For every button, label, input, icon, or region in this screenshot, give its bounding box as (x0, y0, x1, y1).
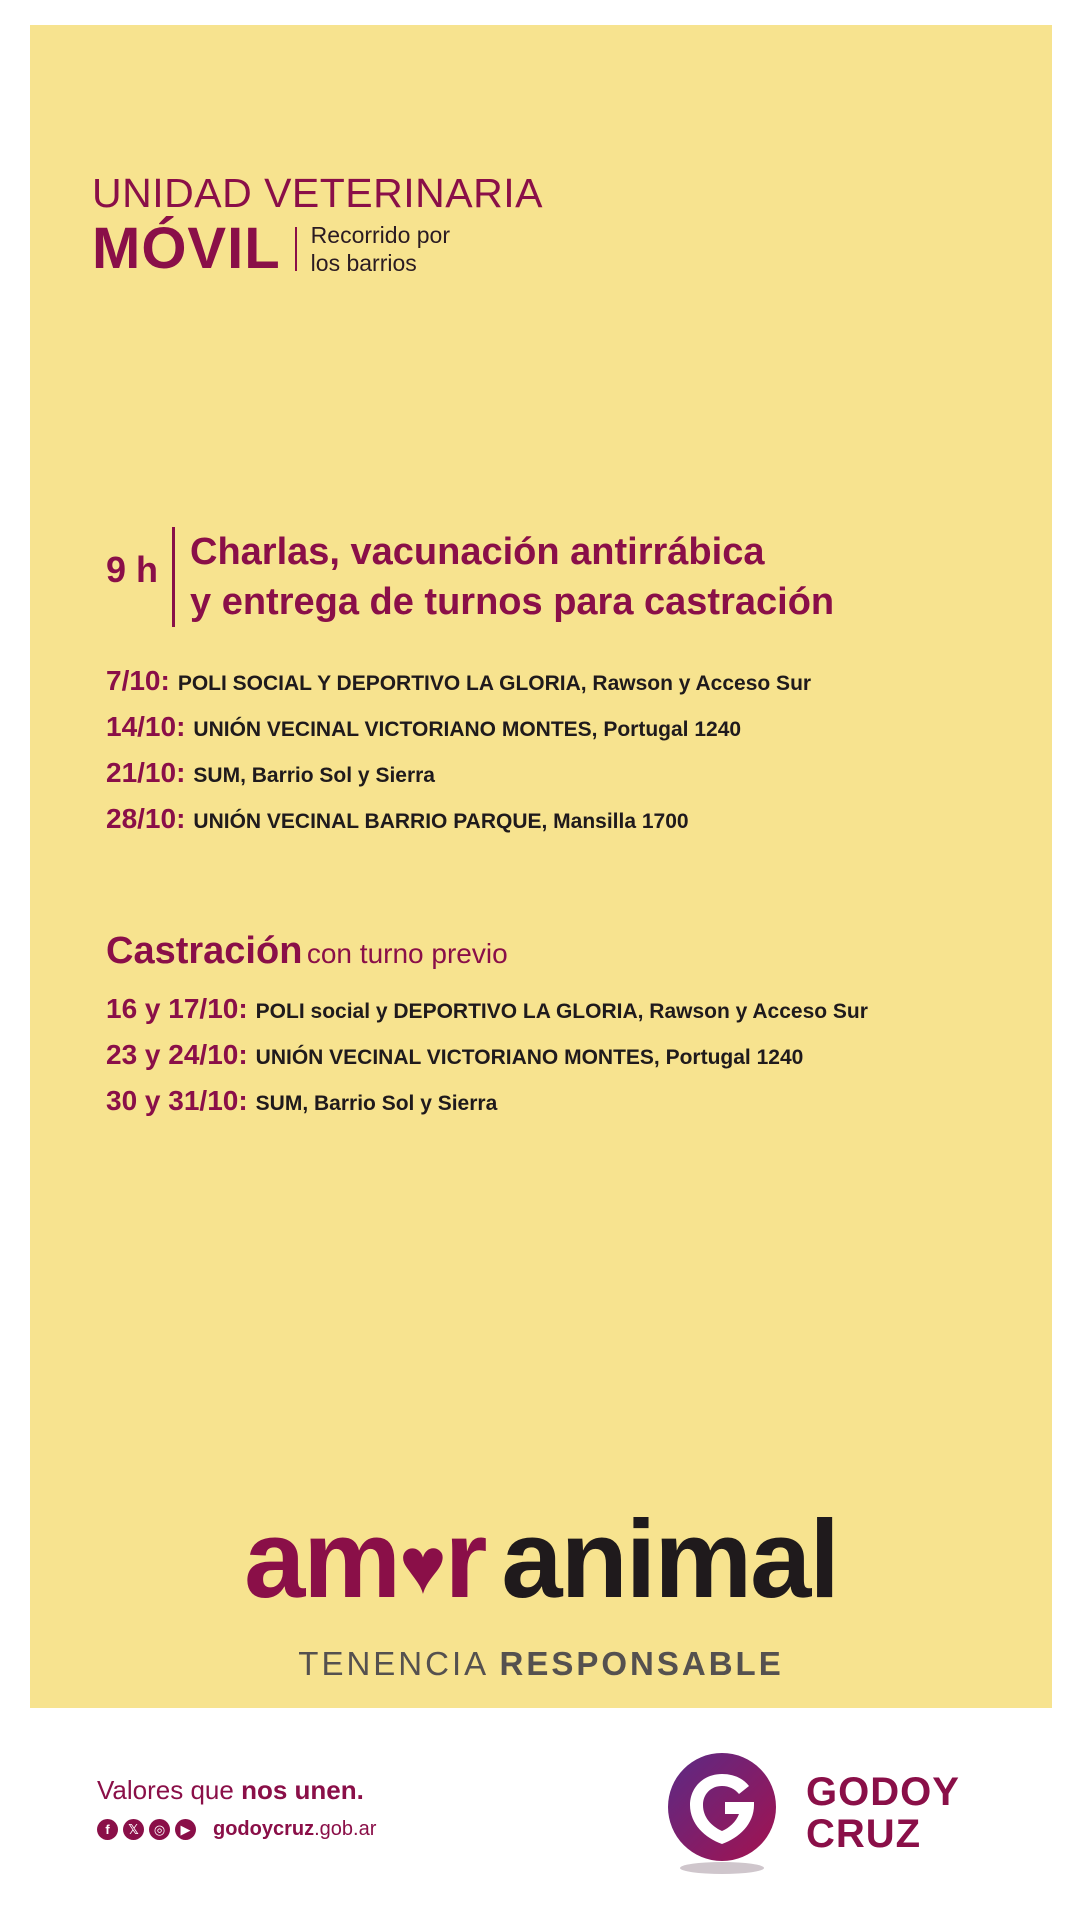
castration-title: Castración (106, 930, 303, 972)
item-date: 16 y 17/10: (106, 993, 248, 1024)
site-a: godoycruz (213, 1818, 315, 1840)
talks-divider (172, 527, 175, 627)
item-place: UNIÓN VECINAL VICTORIANO MONTES, Portugal 1240 (255, 1046, 804, 1069)
brand-tagline (30, 1645, 1052, 1683)
item-place: POLI SOCIAL Y DEPORTIVO LA GLORIA, Rawson y Acceso Sur (177, 672, 812, 695)
header-divider (295, 227, 297, 271)
talks-heading (106, 527, 834, 627)
site-b: .gob.ar (314, 1818, 377, 1840)
list-item (106, 1039, 868, 1085)
org-line1: GODOY (806, 1769, 960, 1814)
list-item (106, 757, 811, 803)
castration-heading (106, 930, 508, 973)
item-place: UNIÓN VECINAL BARRIO PARQUE, Mansilla 1700 (193, 810, 689, 833)
brand-amor-b: r (444, 1498, 486, 1621)
poster-background (30, 25, 1052, 1708)
values-slogan (97, 1775, 376, 1806)
list-item (106, 665, 811, 711)
castration-subtitle: con turno previo (306, 938, 508, 969)
talks-list (106, 665, 811, 849)
talks-hour: 9 h (106, 549, 159, 590)
header-subtitle (311, 221, 450, 277)
item-date: 23 y 24/10: (106, 1039, 248, 1070)
header-subtitle-1: Recorrido por (310, 222, 451, 248)
item-date: 21/10: (106, 757, 186, 788)
header-subtitle-2: los barrios (310, 250, 417, 276)
tagline-a: TENENCIA (298, 1645, 488, 1682)
instagram-icon[interactable]: ◎ (149, 1819, 170, 1840)
item-date: 28/10: (106, 803, 186, 834)
list-item (106, 993, 868, 1039)
heart-icon: ♥ (399, 1521, 445, 1610)
website-link[interactable] (213, 1818, 376, 1841)
item-date: 30 y 31/10: (106, 1085, 248, 1116)
values-a: Valores que (97, 1775, 234, 1805)
godoy-cruz-logo (665, 1750, 960, 1875)
amor-animal-logo (30, 1498, 1052, 1683)
list-item (106, 1085, 868, 1131)
item-place: POLI social y DEPORTIVO LA GLORIA, Rawson y Acceso Sur (255, 1000, 868, 1023)
godoy-cruz-text (806, 1771, 960, 1855)
youtube-icon[interactable]: ▶ (175, 1819, 196, 1840)
list-item (106, 803, 811, 849)
talks-block (106, 527, 834, 627)
talks-title-2: y entrega de turnos para castración (190, 581, 835, 623)
item-date: 14/10: (106, 711, 186, 742)
org-line2: CRUZ (806, 1811, 922, 1856)
brand-amor-a: am (244, 1498, 400, 1621)
header-row2 (92, 216, 543, 281)
item-place: UNIÓN VECINAL VICTORIANO MONTES, Portugal 1240 (193, 718, 742, 741)
brand-animal: animal (501, 1498, 838, 1621)
godoy-cruz-emblem-icon (665, 1750, 780, 1875)
item-date: 7/10: (106, 665, 170, 696)
header-line1: UNIDAD VETERINARIA (92, 170, 543, 216)
talks-title-1: Charlas, vacunación antirrábica (190, 531, 765, 573)
facebook-icon[interactable]: f (97, 1819, 118, 1840)
values-b: nos unen. (241, 1775, 364, 1805)
tagline-b: RESPONSABLE (499, 1645, 784, 1682)
item-place: SUM, Barrio Sol y Sierra (193, 764, 435, 787)
x-icon[interactable]: 𝕏 (123, 1819, 144, 1840)
social-row (97, 1818, 376, 1841)
item-place: SUM, Barrio Sol y Sierra (255, 1092, 498, 1115)
footer-left (97, 1775, 376, 1841)
brand-wordmark (30, 1498, 1052, 1625)
header-movil: MÓVIL (92, 216, 281, 281)
list-item (106, 711, 811, 757)
talks-title (190, 527, 834, 627)
castration-list (106, 993, 868, 1131)
header-block (92, 170, 543, 279)
